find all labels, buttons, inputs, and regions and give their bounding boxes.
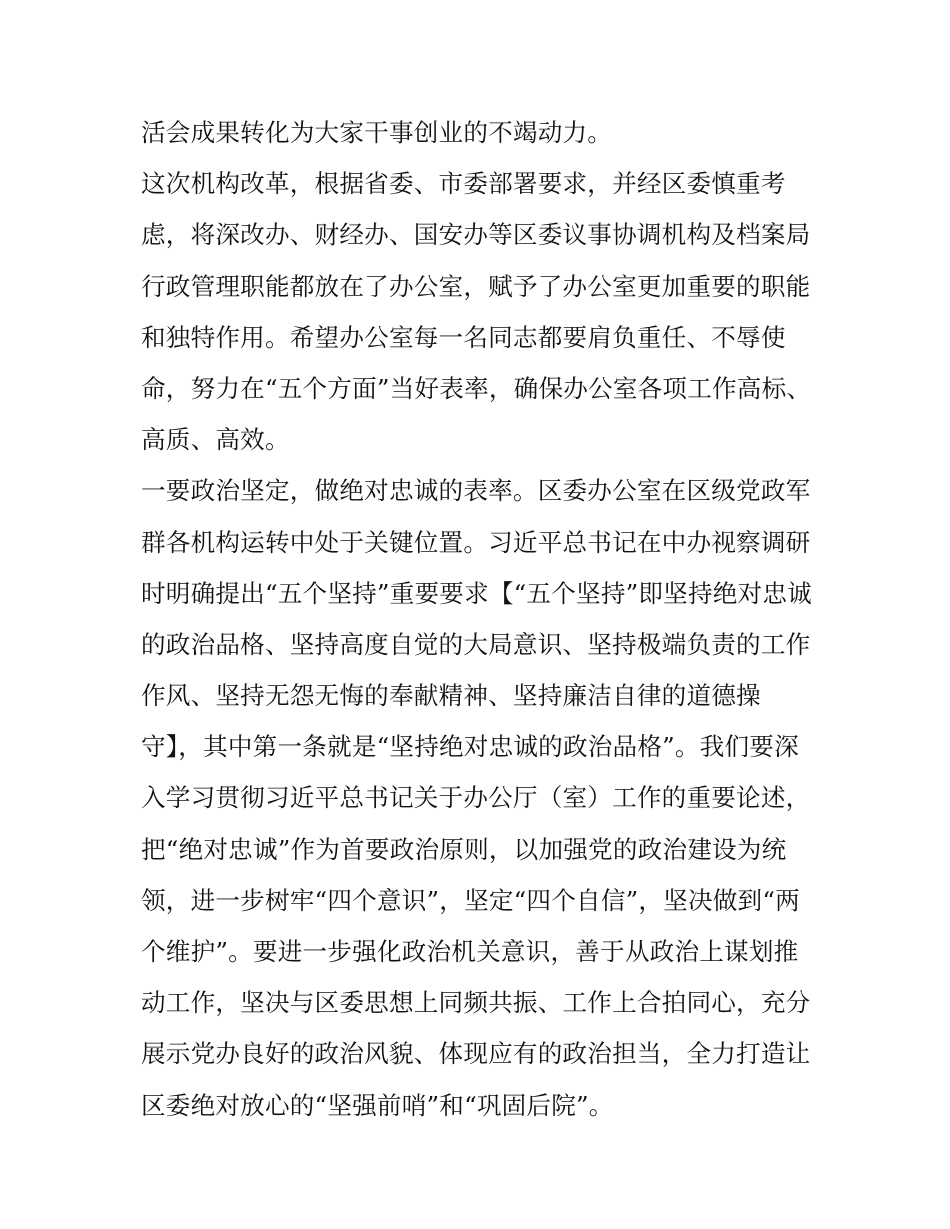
text-line: 高质、高效。 <box>141 425 290 455</box>
text-line: 展示党办良好的政治风貌、体现应有的政治担当，全力打造让 <box>141 1039 811 1069</box>
text-line: 一要政治坚定，做绝对忠诚的表率。区委办公室在区级党政军 <box>141 476 811 506</box>
text-line: 区委绝对放心的“坚强前哨”和“巩固后院”。 <box>141 1090 614 1120</box>
text-line: 群各机构运转中处于关键位置。习近平总书记在中办视察调研 <box>141 527 811 557</box>
text-line: 的政治品格、坚持高度自觉的大局意识、坚持极端负责的工作 <box>141 629 811 659</box>
body-text <box>141 107 816 1131</box>
text-line: 个维护”。要进一步强化政治机关意识，善于从政治上谋划推 <box>141 937 799 966</box>
text-line: 这次机构改革，根据省委、市委部署要求，并经区委慎重考 <box>141 169 786 199</box>
text-line: 和独特作用。希望办公室每一名同志都要肩负重任、不辱使 <box>141 322 786 352</box>
text-line: 行政管理职能都放在了办公室，赋予了办公室更加重要的职能 <box>141 271 811 301</box>
text-line: 命，努力在“五个方面”当好表率，确保办公室各项工作高标、 <box>141 373 812 403</box>
text-line: 入学习贯彻习近平总书记关于办公厅（室）工作的重要论述， <box>141 783 811 813</box>
text-line: 活会成果转化为大家干事创业的不竭动力。 <box>141 118 613 147</box>
text-line: 把“绝对忠诚”作为首要政治原则，以加强党的政治建设为统 <box>141 834 787 864</box>
text-line: 领，进一步树牢“四个意识”，坚定“四个自信”，坚决做到“两 <box>141 885 800 915</box>
text-line: 作风、坚持无怨无悔的奉献精神、坚持廉洁自律的道德操 <box>141 681 761 711</box>
text-line: 时明确提出“五个坚持”重要要求【“五个坚持”即坚持绝对忠诚 <box>141 578 812 608</box>
text-line: 守】，其中第一条就是“坚持绝对忠诚的政治品格”。我们要深 <box>141 732 799 762</box>
text-line: 虑，将深改办、财经办、国安办等区委议事协调机构及档案局 <box>141 220 811 250</box>
text-line: 动工作，坚决与区委思想上同频共振、工作上合拍同心，充分 <box>141 988 811 1018</box>
